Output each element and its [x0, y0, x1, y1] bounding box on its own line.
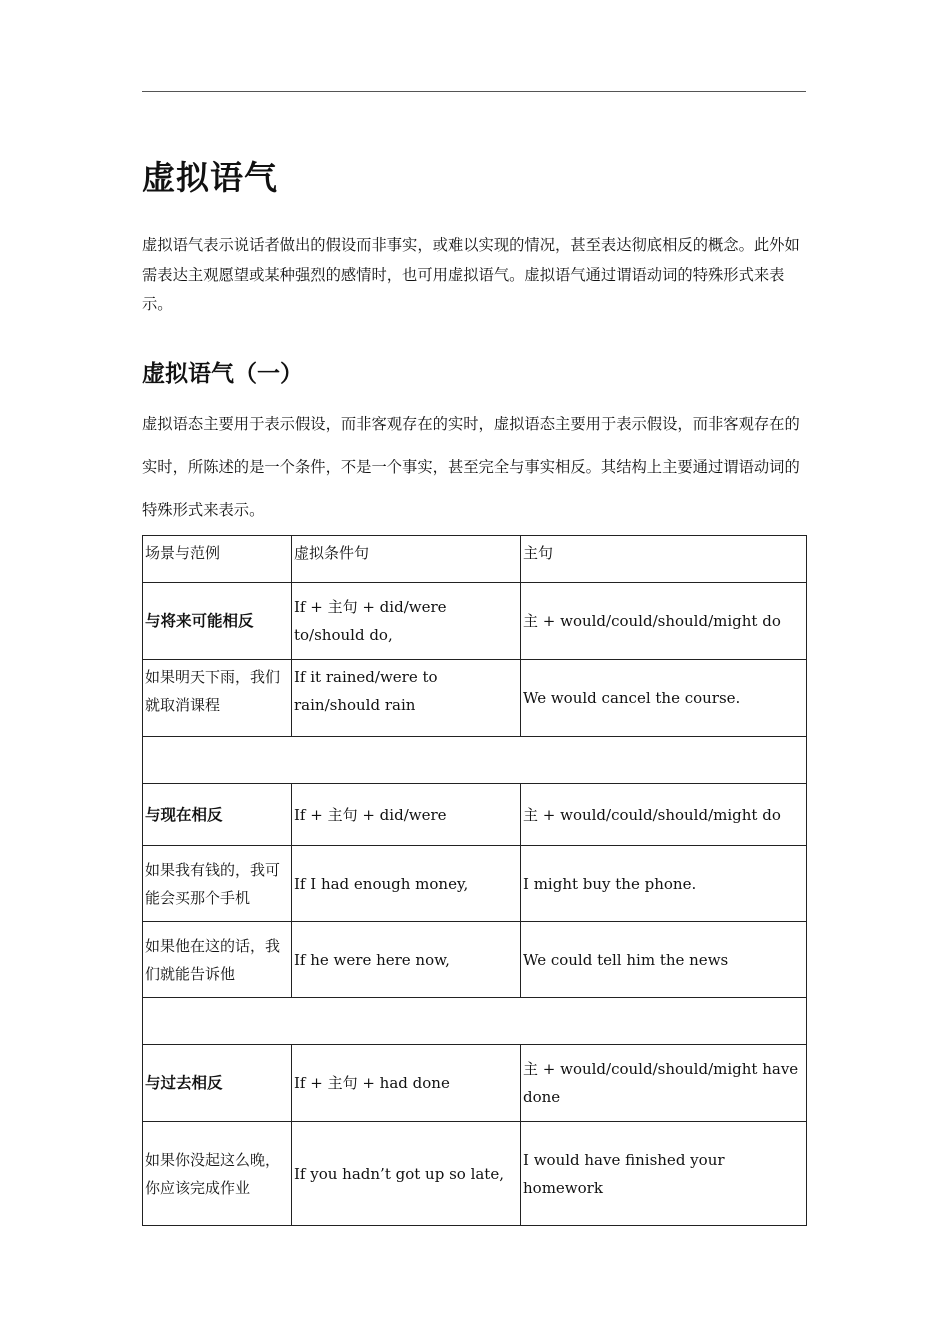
- example-condition: If I had enough money,: [292, 846, 521, 922]
- spacer-cell: [143, 998, 807, 1045]
- table-row: [143, 583, 807, 660]
- table-header-row: [143, 536, 807, 583]
- spacer-cell: [143, 737, 807, 784]
- example-main: I might buy the phone.: [521, 846, 807, 922]
- page-title: 虚拟语气: [142, 158, 278, 197]
- example-main: We would cancel the course.: [521, 660, 807, 737]
- rule-main: 主 + would/could/should/might have done: [521, 1045, 807, 1122]
- section-heading: 虚拟语气（一）: [142, 361, 303, 387]
- example-main: We could tell him the news: [521, 922, 807, 998]
- example-condition: If it rained/were to rain/should rain: [292, 660, 521, 737]
- table-row: [143, 846, 807, 922]
- header-condition: 虚拟条件句: [292, 536, 521, 583]
- rule-label-past: 与过去相反: [143, 1045, 292, 1122]
- rule-main: 主 + would/could/should/might do: [521, 583, 807, 660]
- example-main: I would have finished your homework: [521, 1122, 807, 1226]
- table-row: [143, 784, 807, 846]
- table-row: [143, 922, 807, 998]
- top-rule: [142, 91, 806, 92]
- header-main: 主句: [521, 536, 807, 583]
- rule-condition: If + 主句 + did/were: [292, 784, 521, 846]
- example-cn: 如果我有钱的，我可能会买那个手机: [143, 846, 292, 922]
- table-spacer-row: [143, 998, 807, 1045]
- rule-label-present: 与现在相反: [143, 784, 292, 846]
- rule-label-future: 与将来可能相反: [143, 583, 292, 660]
- table-row: [143, 1122, 807, 1226]
- table-spacer-row: [143, 737, 807, 784]
- rule-condition: If + 主句 + did/were to/should do,: [292, 583, 521, 660]
- rule-main: 主 + would/could/should/might do: [521, 784, 807, 846]
- example-cn: 如果明天下雨，我们就取消课程: [143, 660, 292, 737]
- intro-paragraph: 虚拟语气表示说话者做出的假设而非事实，或难以实现的情况，甚至表达彻底相反的概念。此外如需表达主观愿望或某种强烈的感情时，也可用虚拟语气。虚拟语气通过谓语动词的特殊形式来表示。: [142, 236, 800, 313]
- example-cn: 如果你没起这么晚，你应该完成作业: [143, 1122, 292, 1226]
- example-condition: If he were here now,: [292, 922, 521, 998]
- example-cn: 如果他在这的话，我们就能告诉他: [143, 922, 292, 998]
- example-condition: If you hadn’t got up so late,: [292, 1122, 521, 1226]
- section-paragraph: 虚拟语态主要用于表示假设，而非客观存在的实时，虚拟语态主要用于表示假设，而非客观存在的实时，所陈述的是一个条件，不是一个事实，甚至完全与事实相反。其结构上主要通过谓语动词的特殊形式来表示。: [142, 415, 800, 519]
- table-row: [143, 1045, 807, 1122]
- rule-condition: If + 主句 + had done: [292, 1045, 521, 1122]
- header-scene: 场景与范例: [143, 536, 292, 583]
- table-row: [143, 660, 807, 737]
- grammar-table: [142, 535, 807, 1226]
